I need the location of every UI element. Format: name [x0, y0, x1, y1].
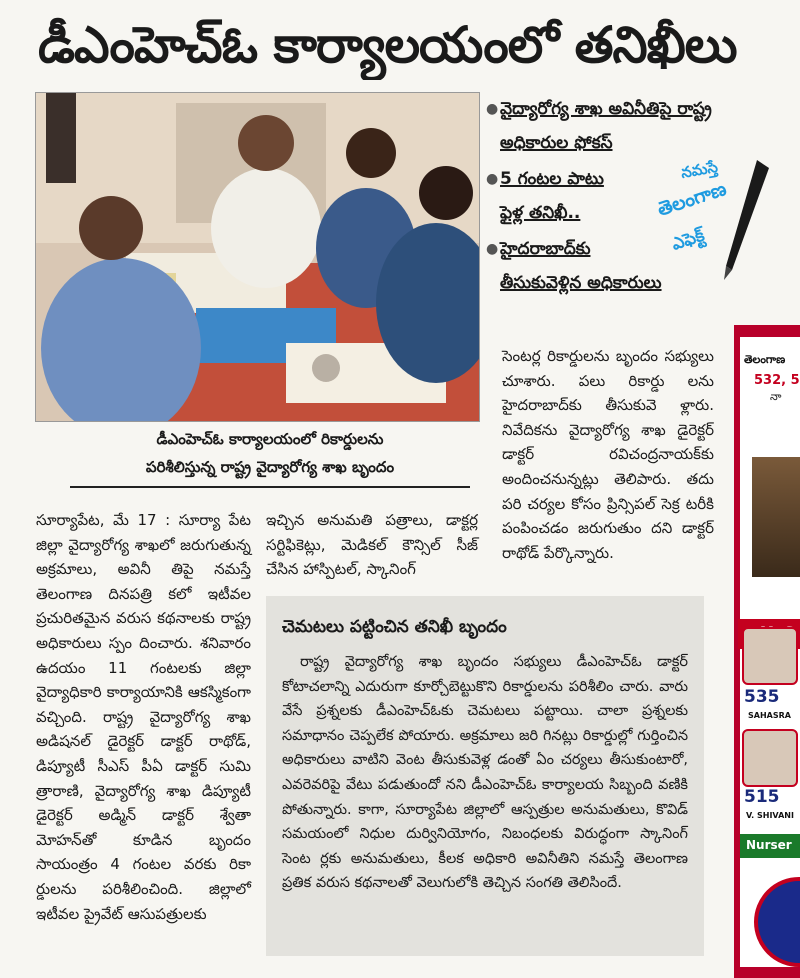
ad-school-seal-icon — [754, 877, 800, 967]
highlight-1-line-2: అధికారుల ఫోకస్ — [500, 133, 613, 153]
ad-kid-photo-2 — [742, 729, 798, 787]
caption-line-2: పరిశీలిస్తున్న రాష్ట్ర వైద్యారోగ్య శాఖ బృందం — [145, 458, 395, 476]
article-column-1: సూర్యాపేట, మే 17 : సూర్యా పేట జిల్లా వైద్యారోగ్య శాఖలో జరుగుతున్న అక్రమాలు, అవినీ తిపై నమస్తే తెలంగాణ దినపత్రి కలో ఇటీవల ప్రచురితమైన వరుస కథనాలకు రాష్ట్ర అధికారులు స్పం దించారు. శనివారం ఉదయం 11 గంటలకు జిల్లా వైద్యాధికారి కార్యాయానికి ఆకస్మికంగా వచ్చింది. రాష్ట్ర వైద్యారోగ్య శాఖ అడిషనల్ డైరెక్టర్ డాక్టర్ రాథోడ్, డిప్యూటీ సీఎస్ పీఏ డాక్టర్ సుమి త్రారాణి, వైద్యారోగ్య శాఖ డిప్యూటీ డైరెక్టర్ అడ్మిన్ డాక్టర్ శ్వేతా మోహన్‌తో కూడిన బృందం సాయంత్రం 4 గంటల వరకు రికా ర్డులను పరిశీలించింది. జిల్లాలో ఇటీవల ప్రైవేట్ ఆసుపత్రులకు — [36, 511, 251, 923]
namaste-telangana-effect-logo — [652, 150, 772, 280]
highlight-3-line-1: హైదరాబాద్‌కు — [500, 239, 591, 259]
sidebar-box — [266, 596, 704, 956]
sidebar-box-title: చెమటలు పట్టించిన తనిఖీ బృందం — [282, 617, 507, 637]
fountain-pen-icon — [724, 160, 769, 280]
article-column-3: సెంటర్ల రికార్డులను బృందం సభ్యులు చూశారు. పలు రికార్డు లను హైదరాబాద్‌కు తీసుకువె ళ్లారు. నివేదికను వైద్యారోగ్య శాఖ డైరెక్టర్ డాక్టర్ రవిచంద్రనాయక్‌కు అందించనున్నట్లు తెలిపారు. తదు పరి చర్యల కోసం ప్రిన్సిపల్ సెక్ర టరీకి పంపించడం జరుగుతుం దని డాక్టర్ రాథోడ్ పేర్కొన్నారు. — [502, 347, 714, 562]
bullet-dot-icon: ● — [486, 101, 499, 117]
bullet-dot-icon: ● — [486, 241, 499, 257]
ad-kid-name-2: V. SHIVANI — [746, 811, 794, 820]
ad-kid-name-1: SAHASRA — [748, 711, 791, 720]
ad-student-photo — [752, 457, 800, 577]
ad-nursery-banner: Nurser — [740, 834, 800, 858]
logo-line-2: తెలంగాణ — [654, 177, 730, 221]
ad-score-1: 535 — [744, 687, 780, 707]
article-column-2: ఇచ్చిన అనుమతి పత్రాలు, డాక్టర్ల సర్టిఫికెట్లు, మెడికల్ కౌన్సిల్ సీజ్ చేసిన హాస్పిటల్, స్కానింగ్ — [266, 511, 478, 579]
caption-divider — [70, 486, 470, 488]
school-advertisement — [734, 325, 800, 978]
bullet-dot-icon: ● — [486, 171, 499, 187]
highlight-1-line-1: వైద్యారోగ్య శాఖ అవినీతిపై రాష్ట్ర — [500, 99, 712, 119]
ad-score-2: 515 — [744, 787, 780, 807]
sidebar-box-body: రాష్ట్ర వైద్యారోగ్య శాఖ బృందం సభ్యులు డీఎంహెచ్ఓ డాక్టర్ కోటాచలాన్ని ఎదురుగా కూర్చోబెట్టుకొని రికార్డులను పరిశీలిం చారు. వారు వేసే ప్రశ్నలకు డీఎంహెచ్ఓకు చెమటలు పట్టాయి. చాలా ప్రశ్నలకు సమాధానం చెప్పలేక పోయారు. అక్రమాలు జరి గినట్లు రికార్డుల్లో గుర్తించిన అధికారులు వాటిని వెంట తీసుకువెళ్ల డంతో ఏం చర్యలు తీసుకుంటారో, ఎవరెవరిపై వేటు పడుతుందో నని డీఎంహెచ్ఓ కార్యాలయ సిబ్బంది వణికి పోతున్నారు. కాగా, సూర్యాపేట జిల్లాలో ఆస్పత్రుల అనుమతులు, కొవిడ్ సమయంలో నిధుల దుర్వినియోగం, నిబంధలకు విరుద్ధంగా స్కానింగ్ సెంట ర్లకు అనుమతులు, కీలక అధికారి అవినీతిని నమస్తే తెలంగాణ ప్రతిక వరుస కథనాలతో వెలుగులోకి తెచ్చిన సంగతి తెలిసిందే. — [282, 654, 688, 892]
ad-subtitle: నా — [770, 390, 782, 403]
ad-numbers: 532, 5 — [754, 373, 800, 388]
highlight-2-line-2: ఫైళ్ల తనిఖీ.. — [500, 203, 581, 223]
logo-line-1: నమస్తే — [679, 157, 720, 182]
caption-line-1: డీఎంహెచ్ఓ కార్యాలయంలో రికార్డులను — [156, 430, 384, 448]
photo-caption — [70, 425, 470, 481]
ad-title: తెలంగాణ — [744, 353, 786, 366]
ad-kid-photo-1 — [742, 627, 798, 685]
highlight-2-line-1: 5 గంటల పాటు — [500, 169, 604, 189]
news-photo — [35, 92, 480, 422]
highlight-3-line-2: తీసుకువెళ్లిన అధికారులు — [500, 273, 662, 293]
highlight-2 — [486, 162, 656, 230]
headline: డీఎంహెచ్ఓ కార్యాలయంలో తనిఖీలు — [38, 16, 737, 74]
logo-line-3: ఎఫెక్ట్ — [669, 225, 707, 255]
